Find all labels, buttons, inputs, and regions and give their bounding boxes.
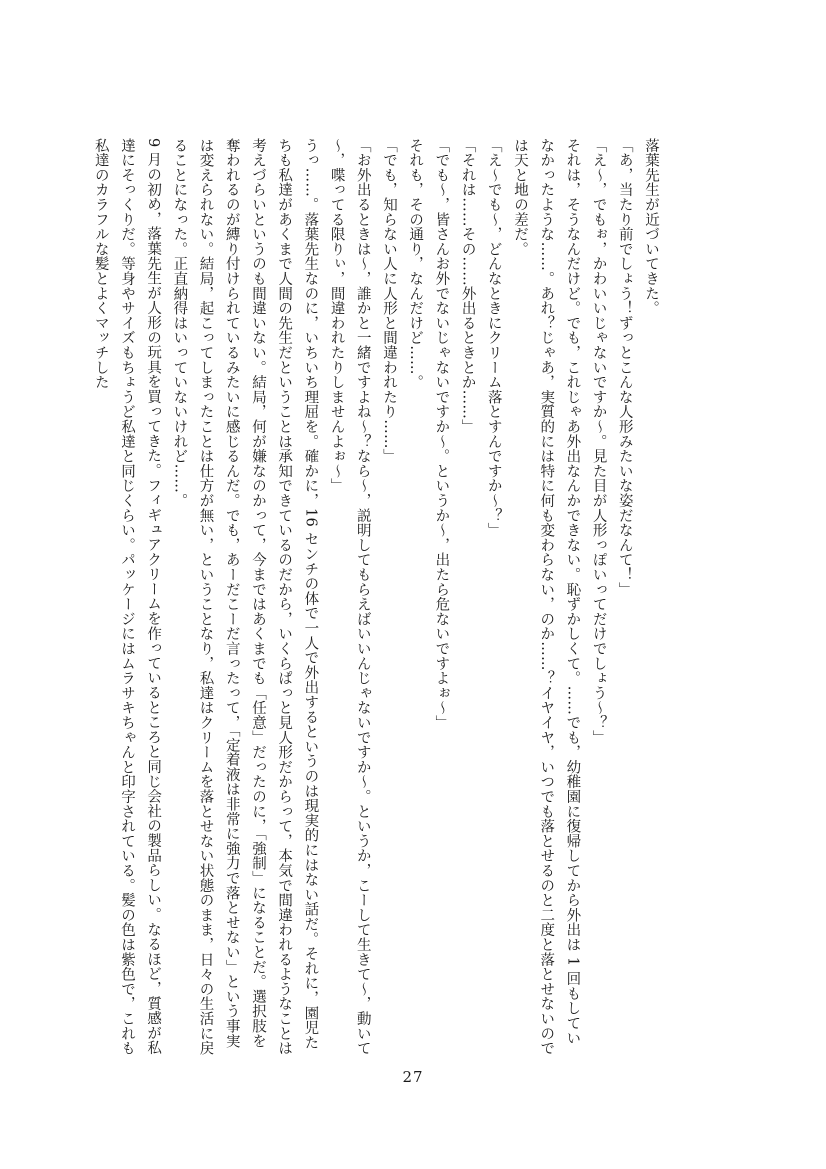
- paragraph: それは，そうなんだけど。でも，これじゃあ外出なんかできない。恥ずかしくて。……でも，幼稚園に復帰してから外出は 1 回もしていなかったような……。あれ？じゃあ，実質的には特に何も変わらない，のか……？イヤイヤ，いつでも落とせるのと二度と落とせないのでは天と地の差だ。: [511, 138, 581, 1056]
- body-text: [92, 138, 664, 1056]
- paragraph: 「それは……その……外出るときとか……」: [459, 138, 476, 434]
- paragraph: 「え～でも～，どんなときにクリーム落とすんですか～？」: [485, 138, 502, 538]
- paragraph: 「でも，知らない人に人形と間違われたり……」: [380, 138, 397, 464]
- paragraph: 落葉先生が近づいてきた。: [643, 138, 659, 316]
- page-number: 27: [402, 1068, 424, 1086]
- paragraph: 「でも～，皆さんお外でないじゃないですか～。というか～，出たら危ないですよぉ～」: [433, 138, 450, 730]
- paragraph: 「お外出るときは～，誰かと一緒ですよね～？なら～，説明してもらえばいいんじゃないですか～。というか，こーして生きて～，動いて～，喋ってる限りぃ，間違われたりしませんよぉ～」: [328, 138, 371, 1056]
- paragraph: うっ……。落葉先生なのに，いちいち理屈を。確かに，16 センチの体で一人で外出するというのは現実的にはない話だ。それに，園児たちも私達があくまで人間の先生だということは承知できているのだから，いくらぱっと見人形だからって，本気で間違われるようなことは考えづらいというのも間違いない。結局，何が嫌なのかって，今まではあくまでも「任意」だったのに，「強制」になることだ。選択肢を奪われるのが縛り付けられているみたいに感じるんだ。でも，あーだこーだ言ったって，「定着液は非常に強力で落とせない」という事実は変えられない。結局，起こってしまったことは仕方が無い，ということなり，私達はクリームを落とせない状態のまま，日々の生活に戻ることになった。正直納得はいっていないけれど……。: [171, 138, 319, 1056]
- paragraph: 「あ，当たり前でしょう！ずっとこんな人形みたいな姿だなんて！」: [616, 138, 633, 597]
- paragraph: それも，その通り，なんだけど……。: [407, 138, 424, 390]
- paragraph: 「え～，でもぉ，かわいいじゃないですか～。見た目が人形っぽいってだけでしょう～？」: [590, 138, 607, 745]
- paragraph: 9 月の初め，落葉先生が人形の玩具を買ってきた。フィギュアクリームを作っているところと同じ会社の製品らしい。なるほど，質感が私達にそっくりだ。等身やサイズもちょうど私達と同じくらい。パッケージにはムラサキちゃんと印字されている。髪の色は紫色で，これも私達のカラフルな髪とよくマッチした: [92, 138, 162, 1056]
